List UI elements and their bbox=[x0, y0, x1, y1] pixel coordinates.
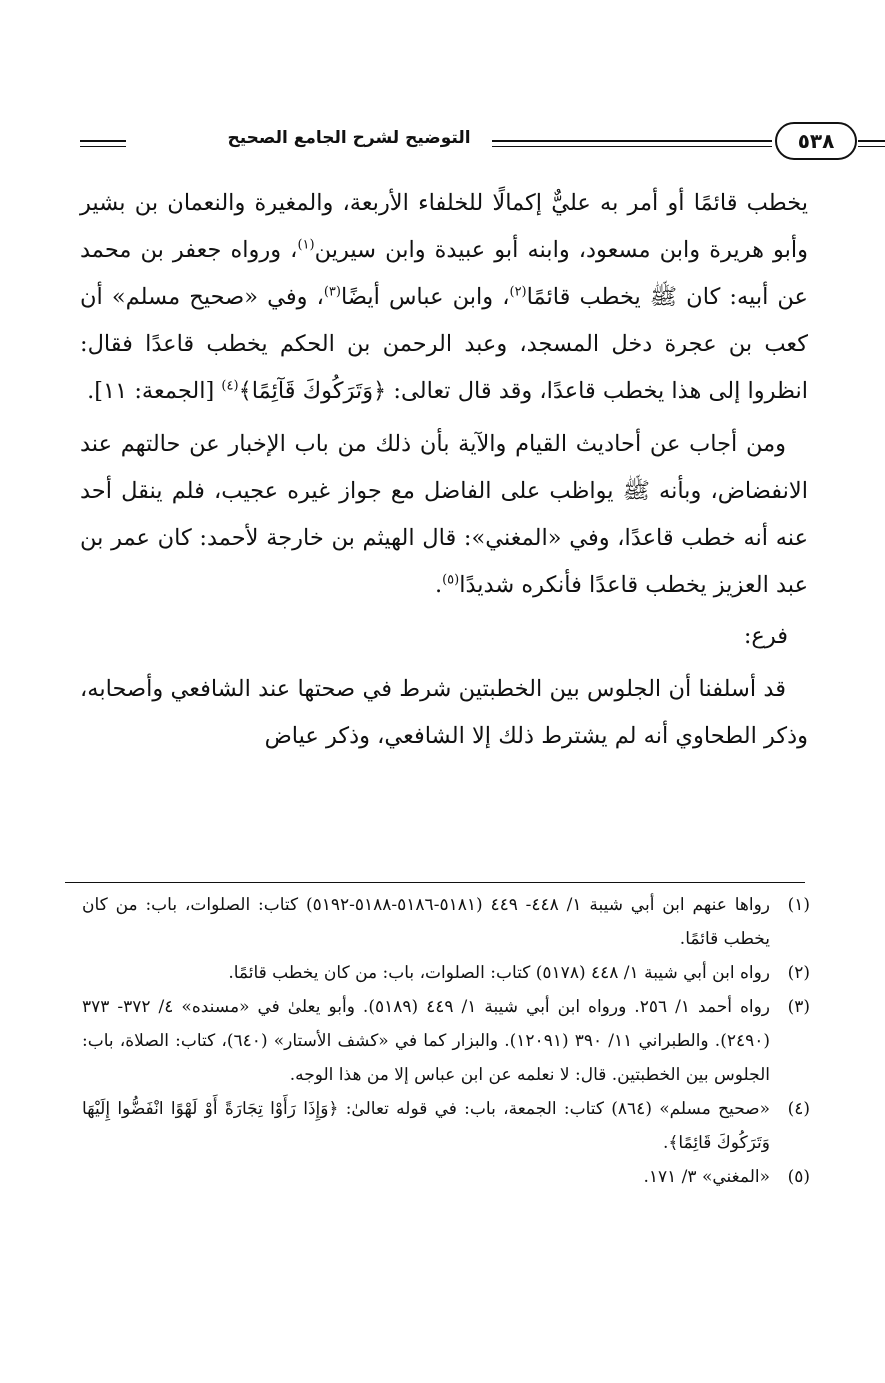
running-title: التوضيح لشرح الجامع الصحيح bbox=[218, 128, 480, 148]
footnote-number: (١) bbox=[787, 895, 810, 915]
footnote-text: «صحيح مسلم» (٨٦٤) كتاب: الجمعة، باب: في قوله تعالىٰ: ﴿وَإِذَا رَأَوْا تِجَارَةً أَوْ لَهْوًا انْفَضُّوا إِلَيْهَا وَتَرَكُوكَ قَائِمًا﴾. bbox=[82, 1099, 771, 1153]
footnote-text: رواه أحمد ١/ ٢٥٦. ورواه ابن أبي شيبة ١/ ٤٤٩ (٥١٨٩). وأبو يعلىٰ في «مسنده» ٤/ ٣٧٢- ٣٧٣ (٢٤٩٠). والطبراني ١١/ ٣٩٠ (١٢٠٩١). والبزار كما في «كشف الأستار» (٦٤٠)، كتاب: الصلاة، باب: الجلوس بين الخطبتين. قال: لا نعلمه عن ابن عباس إلا من هذا الوجه. bbox=[82, 997, 771, 1085]
footnote-text: رواه ابن أبي شيبة ١/ ٤٤٨ (٥١٧٨) كتاب: الصلوات، باب: من كان يخطب قائمًا. bbox=[228, 963, 770, 983]
paragraph-1 bbox=[80, 180, 808, 415]
footnote-number: (٣) bbox=[787, 997, 810, 1017]
page-header bbox=[80, 118, 835, 168]
paragraph-1-text-d: ، وفي «صحيح مسلم» أن كعب بن عجرة دخل المسجد، وعبد الرحمن بن الحكم يخطب قاعدًا فقال: انظروا إلى هذا يخطب قاعدًا، وقد قال تعالى: ﴿وَتَرَكُوكَ قَآئِمًا﴾ bbox=[80, 284, 808, 404]
footnote-text: رواها عنهم ابن أبي شيبة ١/ ٤٤٨- ٤٤٩ (٥١٨١-٥١٨٦-٥١٨٨-٥١٩٢) كتاب: الصلوات، باب: من كان يخطب قائمًا. bbox=[82, 895, 770, 949]
footnote-number: (٥) bbox=[787, 1167, 810, 1187]
page-number: ٥٣٨ bbox=[775, 122, 857, 160]
section-heading: فرع: bbox=[743, 623, 788, 649]
header-rule-right-bottom bbox=[858, 146, 885, 147]
paragraph-1-text-b: ، ورواه جعفر بن محمد عن أبيه: كان ﷺ يخطب قائمًا bbox=[80, 237, 808, 310]
footnote-3 bbox=[82, 990, 810, 1092]
footnote-ref-3: (٣) bbox=[323, 284, 341, 300]
footnote-number: (٢) bbox=[787, 963, 810, 983]
footnote-ref-4: (٤) bbox=[221, 378, 239, 394]
footnote-text: «المغني» ٣/ ١٧١. bbox=[643, 1167, 770, 1187]
paragraph-1-text-e: [الجمعة: ١١]. bbox=[87, 378, 222, 404]
paragraph-1-text-c: ، وابن عباس أيضًا bbox=[340, 284, 510, 310]
paragraph-3: قد أسلفنا أن الجلوس بين الخطبتين شرط في صحتها عند الشافعي وأصحابه، وذكر الطحاوي أنه لم يشترط ذلك إلا الشافعي، وذكر عياض bbox=[80, 676, 808, 749]
paragraph-2-end: . bbox=[434, 572, 443, 598]
footnote-ref-5: (٥) bbox=[442, 572, 460, 588]
paragraph-2 bbox=[80, 421, 808, 609]
header-rule-left-bottom bbox=[80, 146, 126, 147]
footnote-4 bbox=[82, 1092, 810, 1160]
main-text bbox=[80, 180, 808, 760]
paragraph-2-text: ومن أجاب عن أحاديث القيام والآية بأن ذلك من باب الإخبار عن حالتهم عند الانفضاض، وبأنه ﷺ يواظب على الفاضل مع جواز غيره عجيب، فلم ينقل أحد عنه أنه خطب قاعدًا، وفي «المغني»: قال الهيثم بن خارجة لأحمد: كان عمر بن عبد العزيز يخطب قاعدًا فأنكره شديدًا bbox=[80, 431, 808, 598]
header-rule-left-top bbox=[80, 140, 126, 142]
footnote-separator bbox=[65, 882, 805, 883]
footnote-5 bbox=[82, 1160, 810, 1194]
footnote-1 bbox=[82, 888, 810, 956]
footnote-ref-1: (١) bbox=[297, 237, 315, 253]
paragraph-1-text-a: يخطب قائمًا أو أمر به عليٌّ إكمالًا للخلفاء الأربعة، والمغيرة والنعمان بن بشير وأبو هريرة وابن مسعود، وابنه أبو عبيدة وابن سيرين bbox=[80, 190, 809, 263]
header-rule-middle-top bbox=[492, 140, 772, 142]
footnotes bbox=[82, 888, 810, 1194]
footnote-2 bbox=[82, 956, 810, 990]
footnote-number: (٤) bbox=[787, 1099, 810, 1119]
header-rule-right-top bbox=[858, 140, 885, 142]
footnote-ref-2: (٢) bbox=[509, 284, 527, 300]
header-rule-middle-bottom bbox=[492, 146, 772, 147]
